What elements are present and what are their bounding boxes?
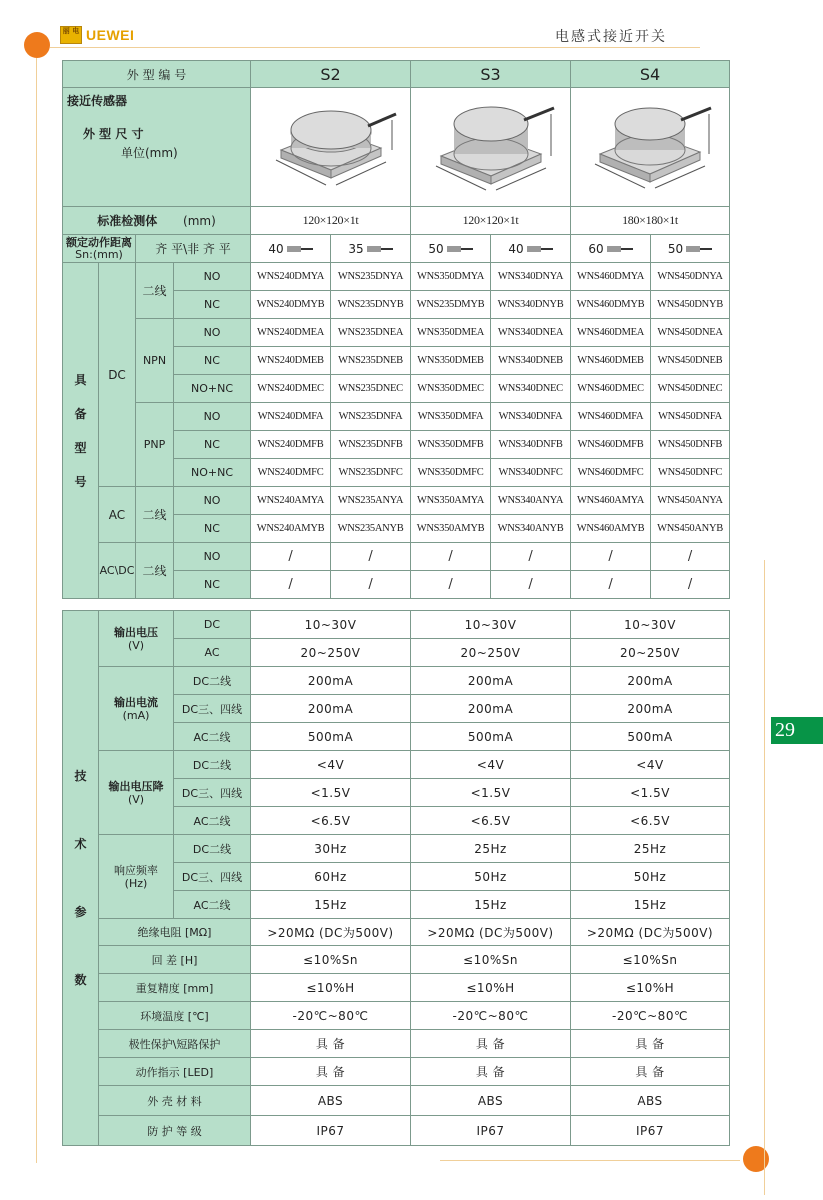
model-cell: WNS240AMYB [251, 515, 331, 543]
model-cell: WNS340ANYB [491, 515, 571, 543]
out-voltage-unit: (V) [127, 638, 145, 652]
std-target-s3: 120×120×1t [411, 207, 571, 235]
value-cell: ABS [411, 1086, 571, 1116]
model-cell: WNS450DNFB [651, 431, 730, 459]
value-cell: 15Hz [571, 891, 730, 919]
model-cell: WNS350DMEA [411, 319, 491, 347]
model-cell: WNS235DNYA [331, 263, 411, 291]
model-cell: / [411, 543, 491, 571]
value-cell: ≤10%Sn [571, 946, 730, 974]
model-cell: WNS450DNEB [651, 347, 730, 375]
value-cell: 20~250V [571, 639, 730, 667]
brand-mark-icon: 丽 电 [60, 26, 82, 44]
pnp-label: PNP [136, 403, 174, 487]
model-cell: WNS340DNYB [491, 291, 571, 319]
output-nc: NC [174, 571, 251, 599]
value-cell: 200mA [571, 667, 730, 695]
model-cell: / [251, 543, 331, 571]
model-cell: / [331, 543, 411, 571]
model-cell: WNS350AMYA [411, 487, 491, 515]
model-cell: WNS235ANYA [331, 487, 411, 515]
output-no: NO [174, 543, 251, 571]
value-cell: <6.5V [571, 807, 730, 835]
output-no-nc: NO+NC [174, 375, 251, 403]
freq-unit: (Hz) [124, 876, 148, 890]
std-target-unit: (mm) [183, 214, 216, 228]
value-cell: <4V [251, 751, 411, 779]
value-cell: <1.5V [251, 779, 411, 807]
mount-label: 齐 平\非 齐 平 [136, 235, 251, 263]
model-cell: WNS460DMEA [571, 319, 651, 347]
shape-code-label: 外 型 编 号 [63, 61, 251, 88]
value-cell: ≤10%H [411, 974, 571, 1002]
npn-label: NPN [136, 319, 174, 403]
sub-dc2: DC二线 [174, 835, 251, 863]
sn-label-line1: 额定动作距离 [66, 235, 132, 249]
sub-dc2: DC二线 [174, 667, 251, 695]
brand-logo [60, 26, 134, 44]
value-cell: 10~30V [251, 611, 411, 639]
value-cell: 具 备 [251, 1058, 411, 1086]
acdc-label: AC\DC [99, 543, 136, 599]
model-cell: WNS460DMEB [571, 347, 651, 375]
value-cell: 具 备 [571, 1030, 730, 1058]
value-cell: IP67 [251, 1116, 411, 1146]
insulation-label: 绝缘电阻 [MΩ] [99, 919, 251, 946]
output-no: NO [174, 319, 251, 347]
freq-text: 响应频率 [114, 863, 158, 877]
sub-ac2: AC二线 [174, 807, 251, 835]
model-cell: WNS240DMEC [251, 375, 331, 403]
dc-two-wire-label: 二线 [136, 263, 174, 319]
value-cell: ≤10%H [571, 974, 730, 1002]
out-current-text: 输出电流 [114, 695, 158, 709]
sn-cell-3 [491, 235, 571, 263]
model-cell: WNS235ANYB [331, 515, 411, 543]
sensor-image-s4 [571, 88, 730, 207]
value-cell: -20℃~80℃ [411, 1002, 571, 1030]
value-cell: 具 备 [411, 1030, 571, 1058]
output-no-nc: NO+NC [174, 459, 251, 487]
footer-rule [440, 1160, 740, 1161]
page-title: 电感式接近开关 [555, 29, 667, 45]
sub-ac2: AC二线 [174, 891, 251, 919]
voltage-drop-unit: (V) [127, 792, 145, 806]
model-cell: / [491, 543, 571, 571]
model-cell: WNS340DNEA [491, 319, 571, 347]
model-cell: WNS340DNYA [491, 263, 571, 291]
model-cell: WNS450DNFA [651, 403, 730, 431]
model-cell: WNS460DMFB [571, 431, 651, 459]
sensor-image-s3 [411, 88, 571, 207]
sn-value: 50 [667, 241, 684, 256]
model-cell: WNS460AMYB [571, 515, 651, 543]
value-cell: 200mA [251, 695, 411, 723]
std-target-s2: 120×120×1t [251, 207, 411, 235]
model-cell: WNS350DMFA [411, 403, 491, 431]
value-cell: 500mA [411, 723, 571, 751]
value-cell: 60Hz [251, 863, 411, 891]
model-cell: WNS460DMFA [571, 403, 651, 431]
value-cell: <1.5V [571, 779, 730, 807]
model-cell: WNS340ANYA [491, 487, 571, 515]
value-cell: <6.5V [411, 807, 571, 835]
value-cell: -20℃~80℃ [571, 1002, 730, 1030]
sn-cell-5 [651, 235, 730, 263]
value-cell: 200mA [411, 667, 571, 695]
shape-s2: S2 [251, 61, 411, 88]
sn-value: 50 [428, 241, 444, 256]
out-voltage-label [99, 611, 174, 667]
model-cell: WNS460DMFC [571, 459, 651, 487]
output-nc: NC [174, 291, 251, 319]
sn-value: 40 [268, 241, 284, 256]
sn-label [63, 235, 136, 263]
left-guide-line [36, 58, 37, 1163]
sn-value: 35 [348, 241, 364, 256]
value-cell: 20~250V [251, 639, 411, 667]
value-cell: 具 备 [411, 1058, 571, 1086]
value-cell: <4V [411, 751, 571, 779]
acdc-two-wire-label: 二线 [136, 543, 174, 599]
value-cell: 具 备 [571, 1058, 730, 1086]
model-cell: WNS450DNEC [651, 375, 730, 403]
value-cell: ≤10%Sn [251, 946, 411, 974]
model-cell: / [251, 571, 331, 599]
model-cell: WNS460DMYB [571, 291, 651, 319]
model-cell: / [651, 571, 730, 599]
sn-cell-0 [251, 235, 331, 263]
model-cell: WNS240DMYA [251, 263, 331, 291]
orange-dot-top [24, 32, 50, 58]
sub-dc34: DC三、四线 [174, 695, 251, 723]
model-cell: WNS235DNYB [331, 291, 411, 319]
std-target-label [63, 207, 251, 235]
model-cell: / [491, 571, 571, 599]
model-cell: WNS235DNEC [331, 375, 411, 403]
model-cell: WNS340DNFA [491, 403, 571, 431]
value-cell: 15Hz [411, 891, 571, 919]
freq-label [99, 835, 174, 919]
model-cell: / [571, 571, 651, 599]
model-cell: WNS450DNYB [651, 291, 730, 319]
orange-dot-bottom [743, 1146, 769, 1172]
sn-cell-4 [571, 235, 651, 263]
model-cell: WNS450ANYA [651, 487, 730, 515]
flush-sensor-icon [447, 245, 473, 253]
page-number-tab: 29 [771, 717, 823, 744]
sn-value: 60 [588, 241, 604, 256]
model-cell: WNS450DNEA [651, 319, 730, 347]
value-cell: 20~250V [411, 639, 571, 667]
value-cell: 10~30V [571, 611, 730, 639]
sensor-s3-icon [416, 90, 566, 200]
model-cell: WNS350DMFB [411, 431, 491, 459]
sensor-s4-icon [575, 90, 725, 200]
ac-two-wire-label: 二线 [136, 487, 174, 543]
value-cell: 25Hz [411, 835, 571, 863]
value-cell: ≤10%H [251, 974, 411, 1002]
sub-dc34: DC三、四线 [174, 863, 251, 891]
output-nc: NC [174, 431, 251, 459]
sn-cell-2 [411, 235, 491, 263]
value-cell: 30Hz [251, 835, 411, 863]
model-cell: WNS235DNFC [331, 459, 411, 487]
model-cell: WNS235DNFA [331, 403, 411, 431]
available-models-group: 具 备 型 号 [63, 263, 99, 599]
value-cell: 500mA [571, 723, 730, 751]
sensor-s2-icon [256, 90, 406, 200]
model-cell: WNS340DNEC [491, 375, 571, 403]
sensor-image-s2 [251, 88, 411, 207]
hysteresis-label: 回 差 [H] [99, 946, 251, 974]
sub-dc2: DC二线 [174, 751, 251, 779]
model-cell: WNS350AMYB [411, 515, 491, 543]
output-no: NO [174, 403, 251, 431]
model-cell: WNS235DNFB [331, 431, 411, 459]
sub-dc: DC [174, 611, 251, 639]
model-cell: WNS240DMYB [251, 291, 331, 319]
model-cell: WNS350DMEC [411, 375, 491, 403]
voltage-drop-text: 输出电压降 [108, 779, 164, 793]
value-cell: 具 备 [251, 1030, 411, 1058]
value-cell: >20MΩ (DC为500V) [251, 919, 411, 946]
value-cell: ≤10%Sn [411, 946, 571, 974]
output-no: NO [174, 487, 251, 515]
temp-label: 环境温度 [℃] [99, 1002, 251, 1030]
flush-sensor-icon [287, 245, 313, 253]
value-cell: -20℃~80℃ [251, 1002, 411, 1030]
sn-cell-1 [331, 235, 411, 263]
model-cell: WNS340DNFC [491, 459, 571, 487]
value-cell: ABS [571, 1086, 730, 1116]
dims-unit: 单位(mm) [121, 146, 178, 160]
model-cell: / [331, 571, 411, 599]
value-cell: 50Hz [411, 863, 571, 891]
sn-value: 40 [508, 241, 524, 256]
model-cell: WNS340DNEB [491, 347, 571, 375]
nonflush-sensor-icon [527, 245, 553, 253]
model-cell: WNS235DNEB [331, 347, 411, 375]
dc-label: DC [99, 263, 136, 487]
std-target-text: 标准检测体 [97, 214, 158, 228]
value-cell: <6.5V [251, 807, 411, 835]
value-cell: <1.5V [411, 779, 571, 807]
sensor-dims-label [63, 88, 251, 207]
model-cell: WNS450DNFC [651, 459, 730, 487]
value-cell: ABS [251, 1086, 411, 1116]
model-cell: / [651, 543, 730, 571]
model-cell: WNS240DMEA [251, 319, 331, 347]
model-cell: WNS240DMEB [251, 347, 331, 375]
value-cell: 200mA [571, 695, 730, 723]
model-cell: WNS450ANYB [651, 515, 730, 543]
housing-label: 外 壳 材 料 [99, 1086, 251, 1116]
output-nc: NC [174, 347, 251, 375]
models-table [62, 60, 730, 599]
model-cell: WNS450DNYA [651, 263, 730, 291]
value-cell: 10~30V [411, 611, 571, 639]
model-cell: WNS460DMYA [571, 263, 651, 291]
value-cell: 200mA [411, 695, 571, 723]
tech-params-table [62, 610, 730, 1146]
model-cell: WNS350DMFC [411, 459, 491, 487]
model-cell: WNS235DNEA [331, 319, 411, 347]
nonflush-sensor-icon [686, 245, 712, 253]
value-cell: 500mA [251, 723, 411, 751]
sub-dc34: DC三、四线 [174, 779, 251, 807]
sensor-label: 接近传感器 [67, 94, 128, 108]
ip-rating-label: 防 护 等 级 [99, 1116, 251, 1146]
out-current-unit: (mA) [122, 708, 150, 722]
std-target-s4: 180×180×1t [571, 207, 730, 235]
value-cell: >20MΩ (DC为500V) [411, 919, 571, 946]
value-cell: 25Hz [571, 835, 730, 863]
output-no: NO [174, 263, 251, 291]
sub-ac: AC [174, 639, 251, 667]
model-cell: WNS340DNFB [491, 431, 571, 459]
value-cell: 15Hz [251, 891, 411, 919]
model-cell: WNS240DMFC [251, 459, 331, 487]
value-cell: >20MΩ (DC为500V) [571, 919, 730, 946]
shape-s3: S3 [411, 61, 571, 88]
right-guide-line [764, 560, 765, 1195]
output-nc: NC [174, 515, 251, 543]
tech-params-group: 技 术 参 数 [63, 611, 99, 1146]
model-cell: / [411, 571, 491, 599]
value-cell: <4V [571, 751, 730, 779]
voltage-drop-label [99, 751, 174, 835]
value-cell: IP67 [411, 1116, 571, 1146]
shape-s4: S4 [571, 61, 730, 88]
out-voltage-text: 输出电压 [114, 625, 158, 639]
model-cell: WNS235DMYB [411, 291, 491, 319]
sub-ac2: AC二线 [174, 723, 251, 751]
value-cell: 200mA [251, 667, 411, 695]
header-rule [50, 47, 700, 48]
value-cell: IP67 [571, 1116, 730, 1146]
dims-label: 外 型 尺 寸 [83, 127, 144, 141]
repeat-label: 重复精度 [mm] [99, 974, 251, 1002]
model-cell: WNS350DMYA [411, 263, 491, 291]
model-cell: WNS240DMFA [251, 403, 331, 431]
out-current-label [99, 667, 174, 751]
ac-label: AC [99, 487, 136, 543]
model-cell: WNS460DMEC [571, 375, 651, 403]
sn-label-line2: Sn:(mm) [75, 247, 123, 261]
brand-name: UEWEI [86, 27, 135, 43]
protection-label: 极性保护\短路保护 [99, 1030, 251, 1058]
model-cell: WNS460AMYA [571, 487, 651, 515]
flush-sensor-icon [607, 245, 633, 253]
model-cell: WNS240AMYA [251, 487, 331, 515]
indicator-label: 动作指示 [LED] [99, 1058, 251, 1086]
model-cell: WNS350DMEB [411, 347, 491, 375]
model-cell: WNS240DMFB [251, 431, 331, 459]
model-cell: / [571, 543, 651, 571]
nonflush-sensor-icon [367, 245, 393, 253]
value-cell: 50Hz [571, 863, 730, 891]
